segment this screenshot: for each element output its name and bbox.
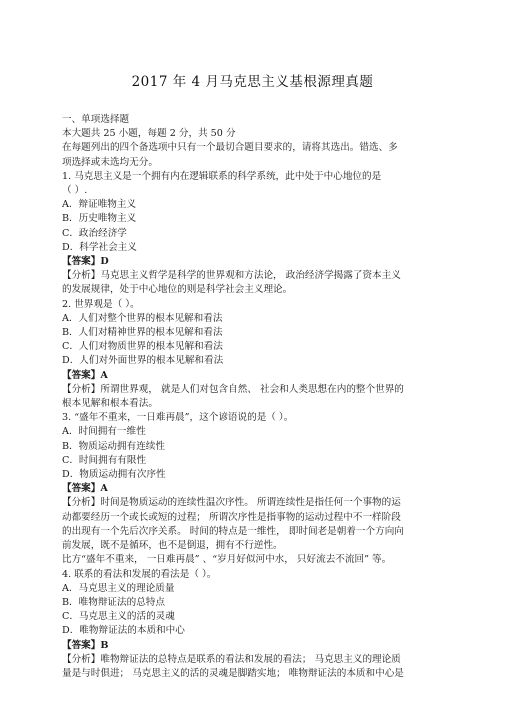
text-line: A．时间拥有一维性 bbox=[62, 426, 146, 438]
text-line: B．物质运动拥有连续性 bbox=[62, 440, 165, 452]
text-line: A．人们对整个世界的根本见解和看法 bbox=[62, 312, 223, 324]
answer-line: 【答案】D bbox=[62, 256, 109, 268]
text-line: B．人们对精神世界的根本见解和看法 bbox=[62, 327, 223, 339]
text-line: 【分析】马克思主义哲学是科学的世界观和方法论， 政治经济学揭露了资本主义 bbox=[62, 270, 401, 282]
text-line: D．人们对外面世界的根本见解和看法 bbox=[62, 355, 224, 367]
text-line: 项选择或未选均无分。 bbox=[62, 156, 158, 168]
text-line: 4. 联系的看法和发展的看法是（ ）。 bbox=[62, 568, 217, 580]
text-line: 前发展，既不是循环，也不是倒退，拥有不行逆性。 bbox=[62, 540, 283, 552]
text-line: 【分析】唯物辩证法的总特点是联系的看法和发展的看法； 马克思主义的理论质 bbox=[62, 653, 401, 665]
text-line: C．政治经济学 bbox=[62, 227, 127, 239]
text-line: 本大题共 25 小题，每题 2 分，共 50 分 bbox=[62, 128, 236, 140]
text-line: C．人们对物质世界的根本见解和看法 bbox=[62, 341, 223, 353]
text-line: 比方“盛年不重来， 一日难再晨” 、“岁月好似河中水， 只好流去不流回” 等。 bbox=[62, 554, 392, 566]
text-line: 动都要经历一个或长或短的过程； 所谓次序性是指事物的运动过程中不一样阶段 bbox=[62, 511, 401, 523]
text-line: B．唯物辩证法的总特点 bbox=[62, 596, 165, 608]
text-line: 3. “盛年不重来，一日难再晨”，这个谚语说的是（ ）。 bbox=[62, 412, 294, 424]
document-body bbox=[62, 113, 452, 681]
text-line: C．时间拥有有限性 bbox=[62, 454, 147, 466]
text-line: B．历史唯物主义 bbox=[62, 213, 137, 225]
text-line: D．唯物辩证法的本质和中心 bbox=[62, 625, 185, 637]
text-line: 【分析】时间是物质运动的连续性温次序性。 所谓连续性是指任何一个事物的运 bbox=[62, 497, 401, 509]
text-line: A．马克思主义的理论质量 bbox=[62, 582, 175, 594]
text-line: 的出现有一个先后次序关系。 时间的特点是一维性， 即时间老是朝着一个方向向 bbox=[62, 525, 404, 537]
text-line: （ ）. bbox=[62, 185, 88, 197]
page-title: 2017 年 4 月马克思主义基根源理真题 bbox=[131, 74, 374, 90]
text-line: 在每题列出的四个备选项中只有一个最切合题目要求的，请将其选出。错选、多 bbox=[62, 142, 398, 154]
answer-line: 【答案】A bbox=[62, 369, 108, 381]
text-line: 1. 马克思主义是一个拥有内在逻辑联系的科学系统，此中处于中心地位的是 bbox=[62, 170, 382, 182]
text-line: 一、单项选择题 bbox=[62, 114, 130, 125]
text-line: 【分析】所谓世界观， 就是人们对包含自然、 社会和人类思想在内的整个世界的 bbox=[62, 383, 404, 395]
answer-line: 【答案】B bbox=[62, 639, 109, 651]
text-line: A．辩证唯物主义 bbox=[62, 199, 137, 211]
text-line: C．马克思主义的活的灵魂 bbox=[62, 611, 175, 623]
text-line: D．科学社会主义 bbox=[62, 241, 137, 253]
text-line: D．物质运动拥有次序性 bbox=[62, 469, 166, 481]
text-line: 的发展规律，处于中心地位的则是科学社会主义理论。 bbox=[62, 284, 293, 296]
text-line: 量是与时俱进； 马克思主义的活的灵魂是脚踏实地； 唯物辩证法的本质和中心是 bbox=[62, 667, 404, 679]
answer-line: 【答案】A bbox=[62, 483, 108, 495]
text-line: 根本见解和根本看法。 bbox=[62, 398, 158, 410]
text-line: 2. 世界观是（ ）。 bbox=[62, 298, 140, 310]
